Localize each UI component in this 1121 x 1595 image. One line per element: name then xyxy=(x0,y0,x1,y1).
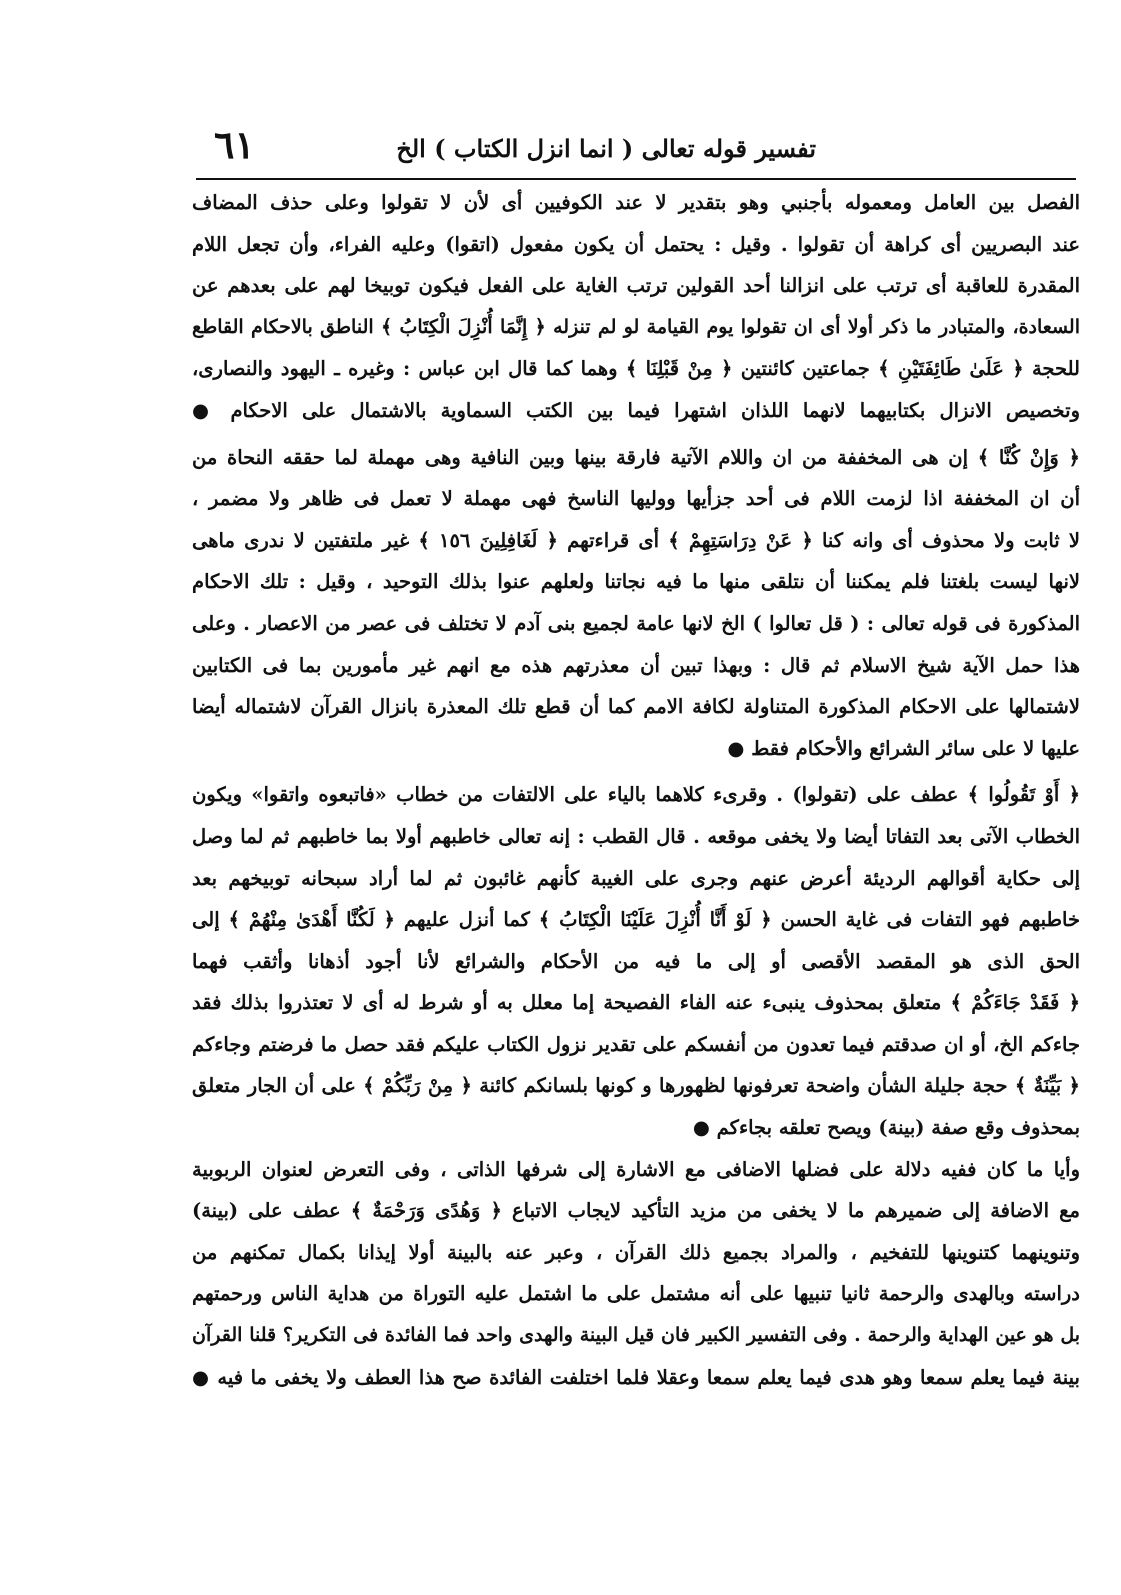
text-line: للحجة ﴿ عَلَىٰ طَائِفَتَيْنِ ﴾ جماعتين كائنتين ﴿ مِنْ قَبْلِنَا ﴾ وهما كما قال ابن عباس : وغيره ـ اليهود والنصارى، xyxy=(192,357,1080,381)
text-line: لا ثابت ولا محذوف أى وانه كنا ﴿ عَنْ دِرَاسَتِهِمْ ﴾ أى قراءتهم ﴿ لَغَافِلِينَ ١٥٦ ﴾ غير ملتفتين لا ندرى ماهى xyxy=(192,528,1080,552)
text-line: وتنوينهما كتنوينها للتفخيم ، والمراد بجميع ذلك القرآن ، وعبر عنه بالبينة أولا إيذانا بكمال تمكنهم من xyxy=(192,1240,1080,1264)
text-line: أن ان المخففة اذا لزمت اللام فى أحد جزأيها ووليها الناسخ فهى مهملة لا تعمل فى ظاهر ولا مضمر ، xyxy=(192,487,1080,511)
text-line: السعادة، والمتبادر ما ذكر أولا أى ان تقولوا يوم القيامة لو لم تنزله ﴿ إِنَّمَا أُنْزِلَ الْكِتَابُ ﴾ الناطق بالاحكام القاطع xyxy=(192,315,1080,338)
text-line: عليها لا على سائر الشرائع والأحكام فقط ● xyxy=(727,736,1080,760)
text-line: بينة فيما يعلم سمعا وهو هدى فيما يعلم سمعا وعقلا فلما اختلفت الفائدة صح هذا العطف ولا يخفى ما فيه ● xyxy=(192,1365,1080,1389)
text-line: وأيا ما كان ففيه دلالة على فضلها الاضافى مع الاشارة إلى شرفها الذاتى ، وفى التعرض لعنوان الربوبية xyxy=(192,1157,1080,1181)
text-line: وتخصيص الانزال بكتابيهما لانهما اللذان اشتهرا فيما بين الكتب السماوية بالاشتمال على الاحكام ● xyxy=(192,398,1080,422)
text-line: عند البصريين أى كراهة أن تقولوا . وقيل : يحتمل أن يكون مفعول (اتقوا) وعليه الفراء، وأن تجعل اللام xyxy=(192,232,1080,256)
text-line: خاطبهم فهو التفات فى غاية الحسن ﴿ لَوْ أَنَّا أُنْزِلَ عَلَيْنَا الْكِتَابُ ﴾ كما أنزل عليهم ﴿ لَكُنَّا أَهْدَىٰ مِنْهُمْ ﴾ إلى xyxy=(192,908,1080,932)
text-line: بل هو عين الهداية والرحمة . وفى التفسير الكبير فان قيل البينة والهدى واحد فما الفائدة فى التكرير؟ قلنا القرآن xyxy=(192,1324,1080,1347)
text-line: هذا حمل الآية شيخ الاسلام ثم قال : وبهذا تبين أن معذرتهم هذه مع انهم غير مأمورين بما فى الكتابين xyxy=(192,653,1080,677)
text-line: الحق الذى هو المقصد الأقصى أو إلى ما فيه من الأحكام والشرائع لأنا أجود أذهانا وأثقب فهما xyxy=(192,949,1080,973)
text-line: إلى حكاية أقوالهم الرديئة أعرض عنهم وجرى على الغيبة كأنهم غائبون ثم لما أراد سبحانه توبيخهم بعد xyxy=(192,866,1080,890)
text-line: ﴿ بَيِّنَةٌ ﴾ حجة جليلة الشأن واضحة تعرفونها لظهورها و كونها بلسانكم كائنة ﴿ مِنْ رَبِّكُمْ ﴾ على أن الجار متعلق xyxy=(192,1074,1080,1098)
text-line: الخطاب الآتى بعد التفاتا أيضا ولا يخفى موقعه . قال القطب : إنه تعالى خاطبهم أولا بما خاطبهم ثم لما وصل xyxy=(192,824,1080,848)
running-title: تفسير قوله تعالى ( انما انزل الكتاب ) الخ xyxy=(396,134,816,163)
text-line: لانها ليست بلغتنا فلم يمكننا أن نتلقى منها ما فيه نجاتنا ولعلهم عنوا بذلك التوحيد ، وقيل : تلك الاحكام xyxy=(192,570,1080,594)
text-line: المقدرة للعاقبة أى ترتب على انزالنا أحد القولين ترتب الغاية على الفعل فيكون توبيخا لهم على بعدهم عن xyxy=(192,274,1080,298)
header-rule xyxy=(196,178,1076,180)
body-text xyxy=(192,182,1080,1398)
text-line: مع الاضافة إلى ضميرهم ما لا يخفى من مزيد التأكيد لايجاب الاتباع ﴿ وَهُدًى وَرَحْمَةٌ ﴾ عطف على (بينة) xyxy=(192,1199,1080,1223)
text-line: دراسته وبالهدى والرحمة ثانيا تنبيها على أنه مشتمل على ما اشتمل عليه التوراة من هداية الناس ورحمتهم xyxy=(192,1282,1080,1306)
text-line: ﴿ وَإِنْ كُنَّا ﴾ إن هى المخففة من ان واللام الآتية فارقة بينها وبين النافية وهى مهملة لما حققه النحاة من xyxy=(192,445,1080,469)
page-header xyxy=(196,122,1076,178)
text-line: المذكورة فى قوله تعالى : ( قل تعالوا ) الخ لانها عامة لجميع بنى آدم لا تختلف فى عصر من الاعصار . وعلى xyxy=(192,611,1080,635)
page-number: ٦١ xyxy=(214,122,255,167)
text-line: بمحذوف وقع صفة (بينة) ويصح تعلقه بجاءكم ● xyxy=(692,1116,1080,1140)
text-line: الفصل بين العامل ومعموله بأجنبي وهو بتقدير لا عند الكوفيين أى لأن لا تقولوا وعلى حذف المضاف xyxy=(192,191,1080,214)
text-line: ﴿ أَوْ تَقُولُوا ﴾ عطف على (تقولوا) . وقرىء كلاهما بالياء على الالتفات من خطاب «فاتبعوه واتقوا» ويكون xyxy=(192,783,1080,807)
text-line: ﴿ فَقَدْ جَاءَكُمْ ﴾ متعلق بمحذوف ينبىء عنه الفاء الفصيحة إما معلل به أو شرط له أى لا تعتذروا بذلك فقد xyxy=(192,991,1080,1015)
text-line: جاءكم الخ، أو ان صدقتم فيما تعدون من أنفسكم على تقدير نزول الكتاب عليكم فقد حصل ما فرضتم وجاءكم xyxy=(192,1032,1080,1056)
text-line: لاشتمالها على الاحكام المذكورة المتناولة لكافة الامم كما أن قطع تلك المعذرة بانزال القرآن لاشتماله أيضا xyxy=(192,695,1080,719)
